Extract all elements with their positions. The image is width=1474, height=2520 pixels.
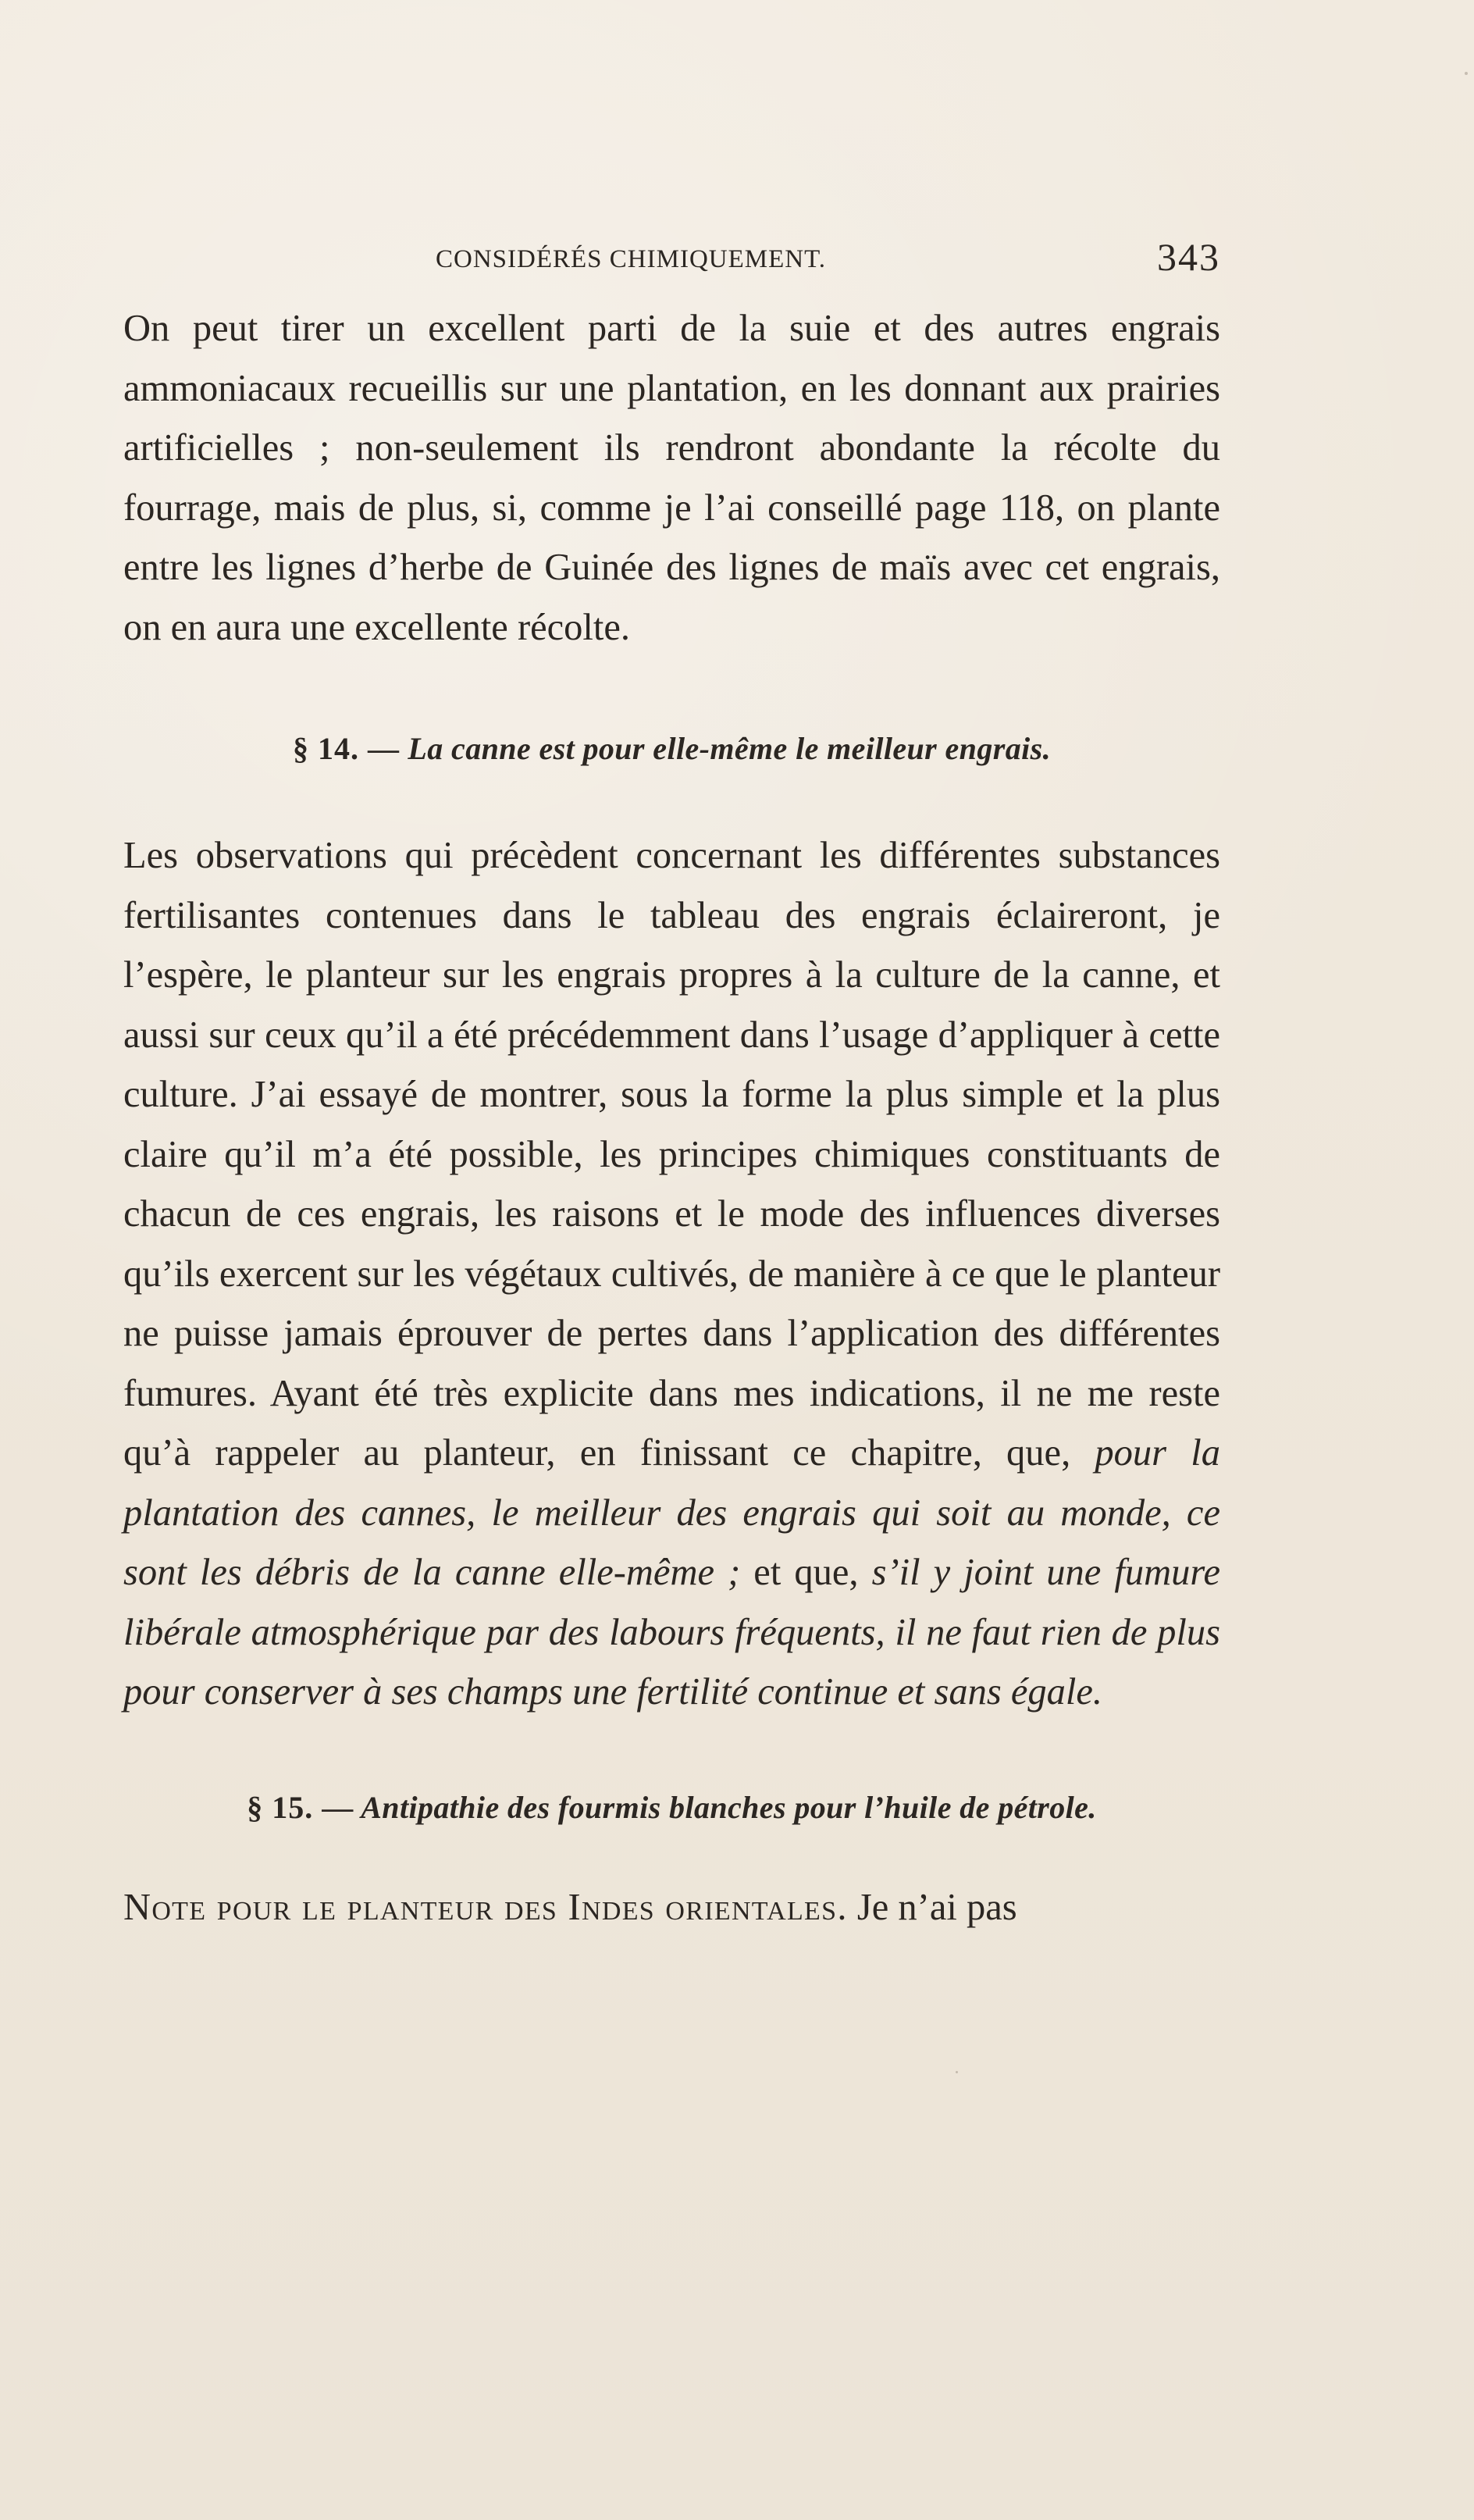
paper-speck: [1465, 72, 1468, 75]
section-15-heading: [123, 1784, 1220, 1831]
note-lead: Note pour le planteur des Indes orientales.: [123, 1886, 848, 1928]
page-number: 343: [1157, 235, 1220, 279]
section-15-title: Antipathie des fourmis blanches pour l’huile de pétrole.: [361, 1789, 1097, 1825]
section-14-number: § 14. —: [293, 731, 401, 766]
running-title: CONSIDÉRÉS CHIMIQUEMENT.: [436, 245, 827, 273]
paragraph-2-text: Les observations qui précèdent concernant les différentes substances fertilisantes contenues dans le tableau des engrais éclaireront, je l’espère, le planteur sur les engrais propres à la culture de la canne, et aussi sur ceux qu’il a été précédemment dans l’usage d’appliquer à cette culture. J’ai essayé de montrer, sous la forme la plus simple et la plus claire qu’il m’a été possible, les principes chimiques constituants de chacun de ces engrais, les raisons et le mode des influences diverses qu’ils exercent sur les végétaux cultivés, de manière à ce que le planteur ne puisse jamais éprouver de pertes dans l’application des différentes fumures. Ayant été très explicite dans mes indications, il ne me reste qu’à rappeler au planteur, en finissant ce chapitre, que,: [123, 835, 1220, 1474]
page-content: [123, 299, 1220, 1937]
paragraph-3-text: Je n’ai pas: [847, 1886, 1017, 1928]
paragraph-2-middle: et que,: [740, 1552, 872, 1593]
section-15-number: § 15. —: [247, 1789, 354, 1825]
paragraph-2: [123, 826, 1220, 1723]
paragraph-2-italic-2: s’il y joint une fumure libérale atmosphérique par des labours fréquents, il ne faut rien de plus pour conserver à ses champs une fertilité continue et sans égale.: [123, 1552, 1220, 1713]
paragraph-2-italic-1: pour la plantation des cannes, le meilleur des engrais qui soit au monde, ce sont les débris de la canne elle-même ;: [123, 1432, 1220, 1593]
paper-speck: [956, 2071, 958, 2073]
paragraph-3: [123, 1878, 1220, 1938]
section-14-heading: [123, 725, 1220, 772]
paragraph-1: On peut tirer un excellent parti de la suie et des autres engrais ammoniacaux recueillis sur une plantation, en les donnant aux prairies artificielles ; non-seulement ils rendront abondante la récolte du fourrage, mais de plus, si, comme je l’ai conseillé page 118, on plante entre les lignes d’herbe de Guinée des lignes de maïs avec cet engrais, on en aura une excellente récolte.: [123, 308, 1220, 648]
running-header: [123, 234, 1220, 289]
section-14-title: La canne est pour elle-même le meilleur engrais.: [408, 731, 1051, 766]
